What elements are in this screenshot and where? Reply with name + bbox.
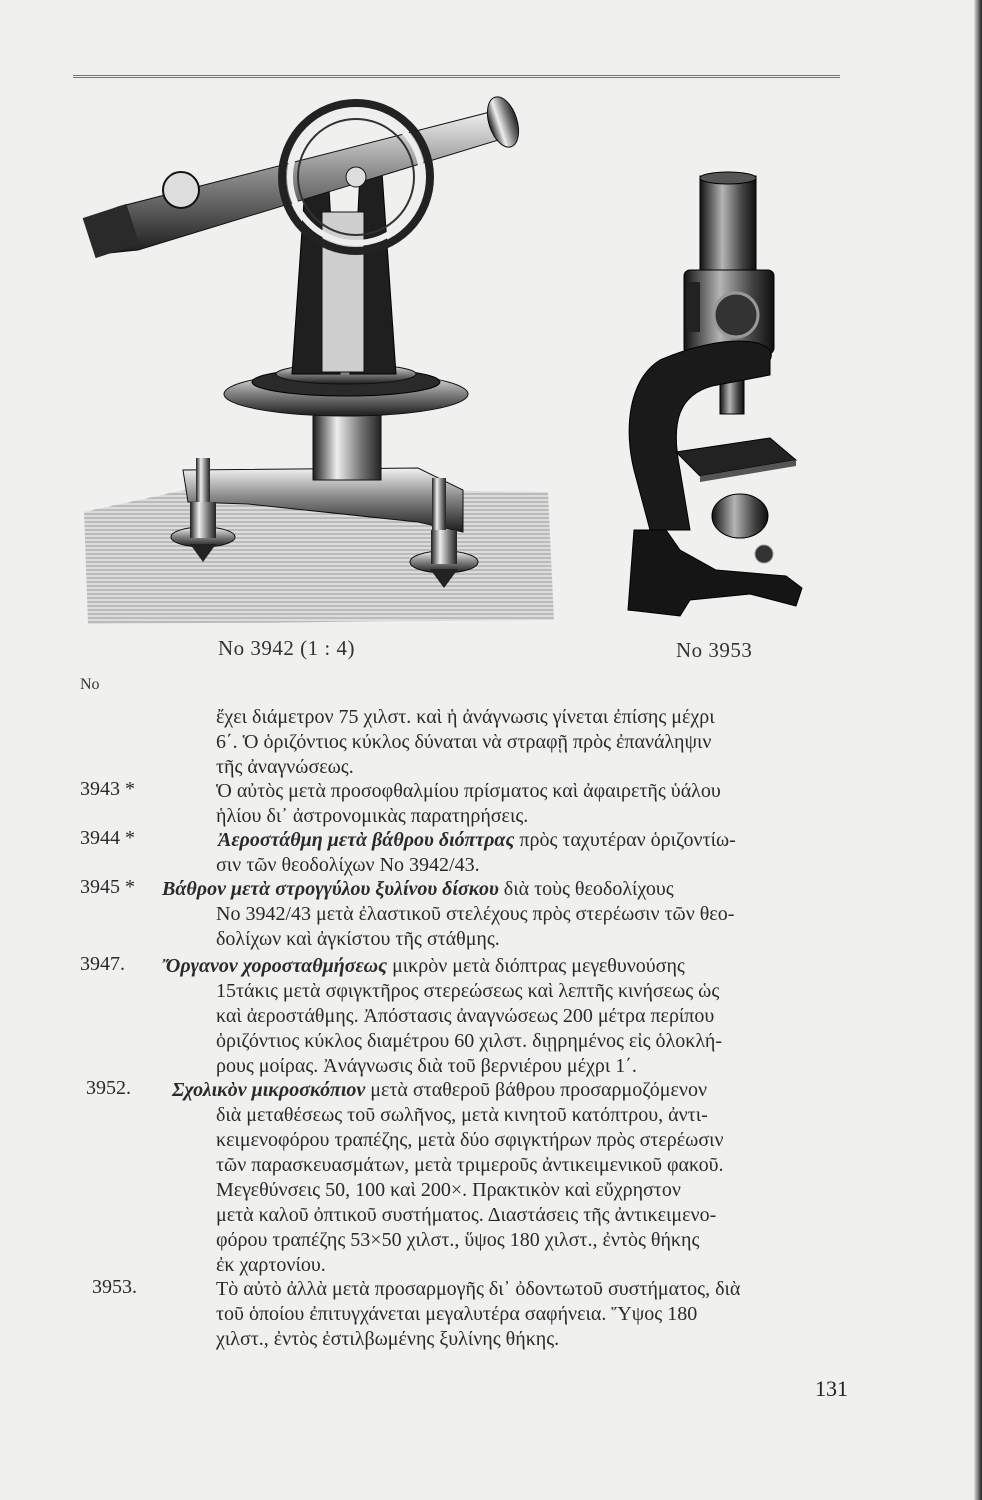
entry-text-line [216, 1328, 559, 1350]
product-name: Ἀεροστάθμη μετὰ βάθρου διόπτρας [218, 829, 515, 851]
text-segment: μετὰ καλοῦ ὀπτικοῦ συστήματος. Διαστάσεις τῆς ἀντικειμενο- [216, 1204, 717, 1226]
page-binding-edge [974, 0, 982, 1500]
figure-caption: No 3953 [676, 638, 753, 662]
entry-text-line [216, 903, 734, 925]
entry-text-line [216, 1104, 708, 1126]
text-segment: δολίχων καὶ ἀγκίστου τῆς στάθμης. [216, 928, 500, 950]
text-segment: τοῦ ὁποίου ἐπιτυγχάνεται μεγαλυτέρα σαφήνεια. Ὕψος 180 [216, 1303, 698, 1325]
entry-number: 3947. [80, 953, 125, 975]
entry-text-line [218, 829, 736, 851]
entry-number: 3952. [86, 1077, 131, 1099]
entry-text-line [216, 756, 354, 778]
entry-number: 3944 * [80, 827, 135, 849]
text-segment: ἐκ χαρτονίου. [216, 1254, 326, 1276]
entry-number: 3943 * [80, 778, 135, 800]
text-segment: 6΄. Ὁ ὁριζόντιος κύκλος δύναται νὰ στραφῇ πρὸς ἐπανάληψιν [216, 731, 712, 753]
entry-text-line [162, 878, 674, 900]
microscope-illustration [620, 170, 810, 630]
entry-text-line [216, 1005, 714, 1027]
text-segment: σιν τῶν θεοδολίχων No 3942/43. [216, 854, 480, 876]
text-segment: ρους μοίρας. Ἀνάγνωσις διὰ τοῦ βερνιέρου μέχρι 1΄. [216, 1055, 637, 1077]
page-number: 131 [815, 1376, 848, 1401]
text-segment: No 3942/43 μετὰ ἐλαστικοῦ στελέχους πρὸς στερέωσιν τῶν θεο- [216, 903, 735, 925]
entry-number: 3945 * [80, 876, 135, 898]
entry-text-line [216, 1179, 681, 1201]
entry-text-line [216, 780, 721, 802]
entry-text-line [216, 1154, 724, 1176]
text-segment: Ὁ αὐτὸς μετὰ προσοφθαλμίου πρίσματος καὶ ἀφαιρετῆς ὑάλου [216, 780, 721, 802]
text-segment: κειμενοφόρου τραπέζης, μετὰ δύο σφιγκτήρων πρὸς στερέωσιν [216, 1129, 724, 1151]
text-segment: χιλστ., ἐντὸς ἐστιλβωμένης ξυλίνης θήκης. [216, 1328, 560, 1350]
entry-text-line [216, 980, 719, 1002]
text-segment: πρὸς ταχυτέραν ὁριζοντίω- [514, 829, 736, 851]
entry-text-line [216, 1030, 722, 1052]
entry-text-line [216, 1254, 326, 1276]
text-segment: Μεγεθύνσεις 50, 100 καὶ 200×. Πρακτικὸν καὶ εὔχρηστον [216, 1179, 681, 1201]
entry-text-line [216, 1278, 740, 1300]
text-segment: μικρὸν μετὰ διόπτρας μεγεθυνούσης [387, 955, 685, 977]
top-rule [73, 75, 840, 78]
text-segment: φόρου τραπέζης 53×50 χιλστ., ὕψος 180 χιλστ., ἐντὸς θήκης [216, 1229, 700, 1251]
column-header: No [80, 676, 100, 693]
entry-text-line [162, 955, 685, 977]
entry-text-line [216, 805, 528, 827]
product-name: Σχολικὸν μικροσκόπιον [172, 1079, 366, 1101]
entry-text-line [216, 1055, 637, 1077]
text-segment: διὰ μεταθέσεως τοῦ σωλῆνος, μετὰ κινητοῦ κατόπτρου, ἀντι- [216, 1104, 708, 1126]
figure-caption: No 3942 (1 : 4) [218, 636, 355, 660]
text-segment: ὁριζόντιος κύκλος διαμέτρου 60 χιλστ. διῃρημένος εἰς ὁλοκλή- [216, 1030, 722, 1052]
product-name: Ὄργανον χοροσταθμήσεως [162, 955, 388, 977]
product-name: Βάθρον μετὰ στρογγύλου ξυλίνου δίσκου [162, 878, 499, 900]
text-segment: μετὰ σταθεροῦ βάθρου προσαρμοζόμενον [365, 1079, 707, 1101]
entry-text-line [216, 1229, 699, 1251]
text-segment: 15τάκις μετὰ σφιγκτῆρος στερεώσεως καὶ λεπτῆς κινήσεως ὡς [216, 980, 720, 1002]
entry-text-line [172, 1079, 707, 1101]
text-segment: διὰ τοὺς θεοδολίχους [498, 878, 674, 900]
entry-text-line [216, 854, 480, 876]
entry-text-line [216, 731, 711, 753]
text-segment: Τὸ αὐτὸ ἀλλὰ μετὰ προσαρμογῆς δι᾽ ὀδοντωτοῦ συστήματος, διὰ [216, 1278, 741, 1300]
entry-text-line [216, 706, 715, 728]
entry-text-line [216, 1129, 724, 1151]
text-segment: τῆς ἀναγνώσεως. [216, 756, 354, 778]
entry-text-line [216, 1204, 716, 1226]
entry-text-line [216, 928, 500, 950]
entry-number: 3953. [92, 1276, 137, 1298]
text-segment: ἔχει διάμετρον 75 χιλστ. καὶ ἡ ἀνάγνωσις γίνεται ἐπίσης μέχρι [216, 706, 715, 728]
theodolite-illustration [78, 92, 560, 632]
text-segment: καὶ ἀεροστάθμης. Ἀπόστασις ἀναγνώσεως 200 μέτρα περίπου [216, 1005, 715, 1027]
entry-text-line [216, 1303, 697, 1325]
text-segment: τῶν παρασκευασμάτων, μετὰ τριμεροῦς ἀντικειμενικοῦ φακοῦ. [216, 1154, 724, 1176]
text-segment: ἡλίου δι᾽ ἀστρονομικὰς παρατηρήσεις. [216, 805, 529, 827]
